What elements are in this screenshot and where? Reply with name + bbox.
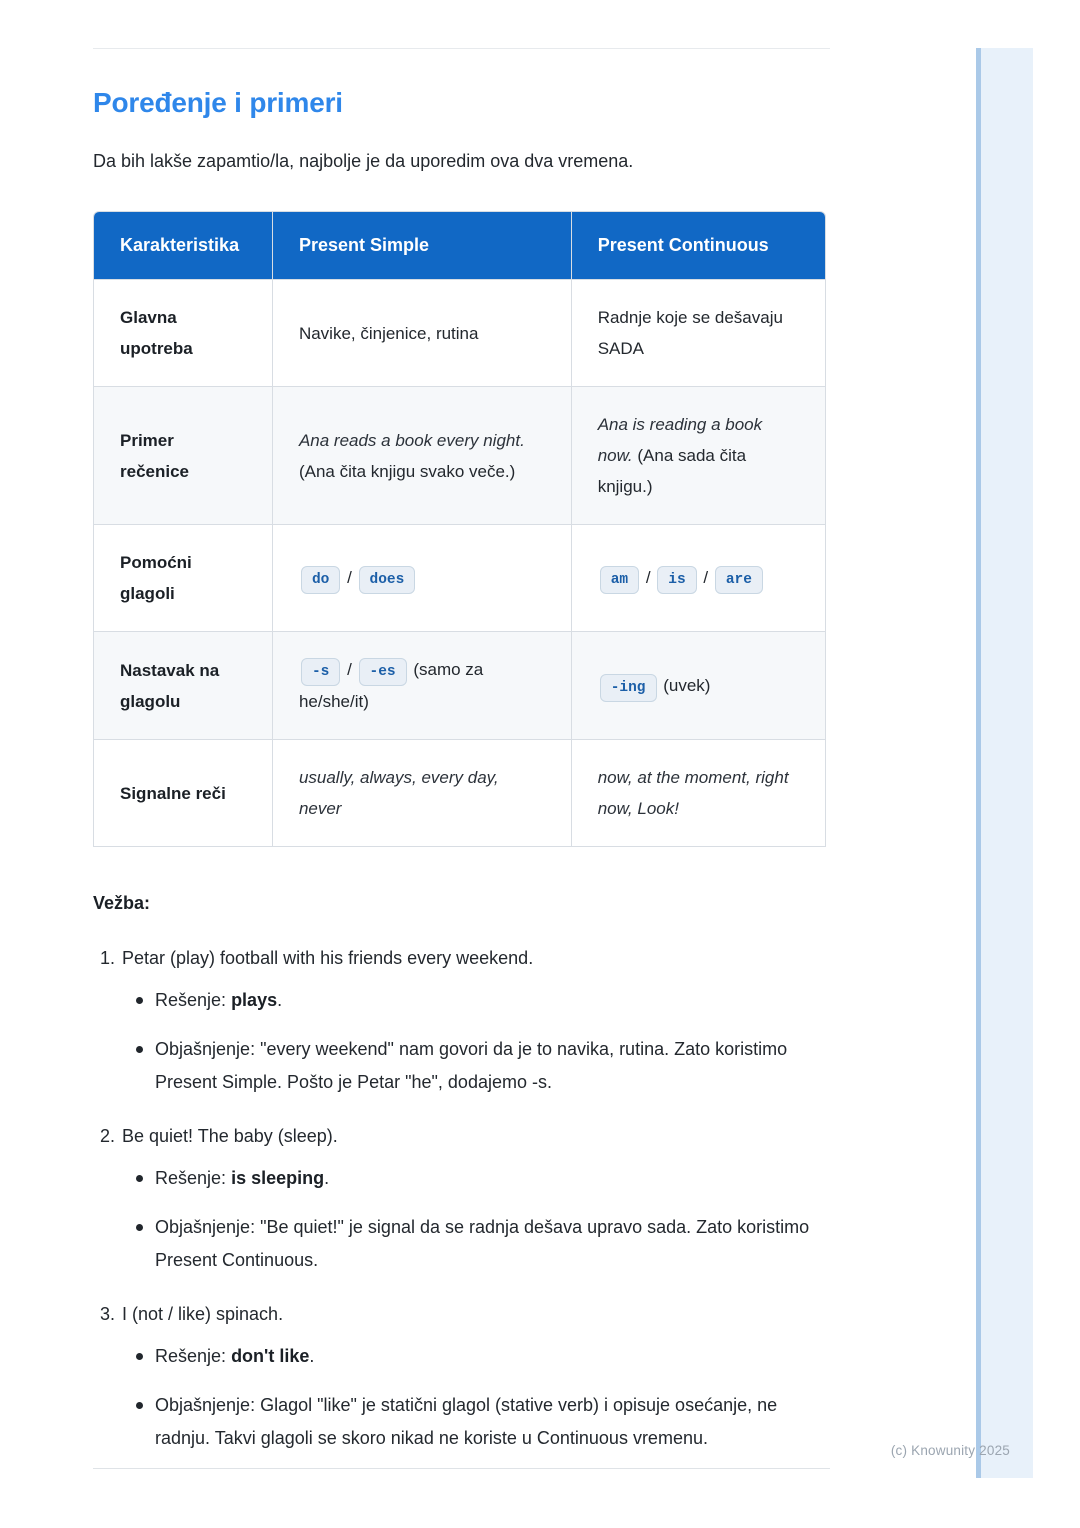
explanation-label: Objašnjenje:	[155, 1217, 256, 1237]
solution-bullet	[135, 1162, 823, 1195]
row-label: Signalne reči	[94, 739, 272, 846]
text-segment: (samo za he/she/it)	[298, 660, 484, 711]
text-segment: /	[342, 660, 357, 679]
cell-simple	[272, 631, 571, 739]
text-segment: Radnje koje se dešavaju SADA	[597, 308, 783, 358]
solution-suffix: .	[324, 1168, 330, 1188]
table-header-present-simple: Present Simple	[272, 212, 571, 279]
cell-simple	[272, 279, 571, 386]
table-header-karakteristika: Karakteristika	[94, 212, 272, 279]
table-row	[94, 739, 825, 846]
explanation-bullet	[135, 1033, 823, 1099]
text-segment: /	[641, 568, 656, 587]
code-badge: are	[715, 566, 763, 594]
row-label: Pomoćni glagoli	[94, 524, 272, 631]
explanation-text: Glagol "like" je statični glagol (stative verb) i opisuje osećanje, ne radnju. Takvi glagoli se skoro nikad ne koriste u Continuous vremenu.	[155, 1395, 778, 1448]
row-label: Nastavak na glagolu	[94, 631, 272, 739]
explanation-bullet	[135, 1389, 823, 1455]
solution-label: Rešenje:	[155, 1346, 227, 1366]
exercise-bullets	[93, 1340, 826, 1455]
exercise-question	[93, 1298, 826, 1331]
solution-bullet	[135, 984, 823, 1017]
text-segment: (Ana čita knjigu svako veče.)	[298, 461, 516, 481]
text-segment: (uvek)	[658, 675, 711, 695]
row-label: Glavna upotreba	[94, 279, 272, 386]
copyright-text: (c) Knowunity 2025	[890, 1443, 1010, 1458]
text-segment: (Ana sada čita knjigu.)	[597, 446, 747, 496]
exercise-question	[93, 942, 826, 975]
code-badge: does	[359, 566, 416, 594]
explanation-bullet	[135, 1211, 823, 1277]
solution-label: Rešenje:	[155, 1168, 227, 1188]
exercise-bullets	[93, 1162, 826, 1277]
table-row	[94, 631, 825, 739]
code-badge: is	[657, 566, 696, 594]
code-badge: am	[600, 566, 639, 594]
cell-continuous	[571, 739, 825, 846]
italic-text: usually, always, every day, never	[298, 768, 499, 818]
cell-continuous	[571, 631, 825, 739]
exercise-item	[93, 1298, 826, 1455]
table-row	[94, 386, 825, 524]
row-label: Primer rečenice	[94, 386, 272, 524]
solution-value: is sleeping	[231, 1168, 325, 1188]
table-header-row	[94, 212, 825, 279]
bottom-divider	[93, 1468, 830, 1469]
exercise-item	[93, 1120, 826, 1277]
table-row	[94, 279, 825, 386]
cell-continuous	[571, 279, 825, 386]
italic-text: Ana is reading a book now.	[597, 415, 763, 465]
table-header-present-continuous: Present Continuous	[571, 212, 825, 279]
explanation-label: Objašnjenje:	[155, 1395, 256, 1415]
explanation-text: "every weekend" nam govori da je to navika, rutina. Zato koristimo Present Simple. Pošto je Petar "he", dodajemo -s.	[155, 1039, 788, 1092]
solution-bullet	[135, 1340, 823, 1373]
exercise-question-text: Be quiet! The baby (sleep).	[122, 1126, 338, 1146]
code-badge: do	[301, 566, 340, 594]
italic-text: Ana reads a book every night.	[298, 430, 525, 450]
exercise-heading: Vežba:	[93, 893, 151, 913]
code-badge: -ing	[600, 674, 657, 702]
exercise-question	[93, 1120, 826, 1153]
exercise-question-text: I (not / like) spinach.	[122, 1304, 284, 1324]
content-area	[93, 48, 826, 1476]
cell-simple	[272, 524, 571, 631]
exercise-question-text: Petar (play) football with his friends every weekend.	[122, 948, 534, 968]
exercise-list	[93, 942, 826, 1455]
text-segment: /	[698, 568, 713, 587]
text-segment: /	[342, 568, 357, 587]
explanation-text: "Be quiet!" je signal da se radnja dešava upravo sada. Zato koristimo Present Continuous.	[155, 1217, 810, 1270]
exercise-number: 3.	[100, 1304, 116, 1324]
italic-text: now, at the moment, right now, Look!	[597, 768, 789, 818]
comparison-table	[93, 211, 826, 847]
explanation-label: Objašnjenje:	[155, 1039, 256, 1059]
cell-continuous	[571, 386, 825, 524]
exercise-bullets	[93, 984, 826, 1099]
exercise-item	[93, 942, 826, 1099]
intro-paragraph: Da bih lakše zapamtio/la, najbolje je da uporedim ova dva vremena.	[93, 151, 634, 171]
solution-value: don't like	[231, 1346, 310, 1366]
page-title: Poređenje i primeri	[93, 87, 343, 118]
solution-value: plays	[231, 990, 278, 1010]
code-badge: -s	[301, 658, 340, 686]
solution-suffix: .	[277, 990, 283, 1010]
exercise-number: 1.	[100, 948, 116, 968]
cell-simple	[272, 386, 571, 524]
solution-suffix: .	[309, 1346, 315, 1366]
code-badge: -es	[359, 658, 407, 686]
cell-simple	[272, 739, 571, 846]
exercise-number: 2.	[100, 1126, 116, 1146]
cell-continuous	[571, 524, 825, 631]
solution-label: Rešenje:	[155, 990, 227, 1010]
page-edge-strip	[981, 48, 1033, 1478]
text-segment: Navike, činjenice, rutina	[298, 323, 479, 343]
table-row	[94, 524, 825, 631]
